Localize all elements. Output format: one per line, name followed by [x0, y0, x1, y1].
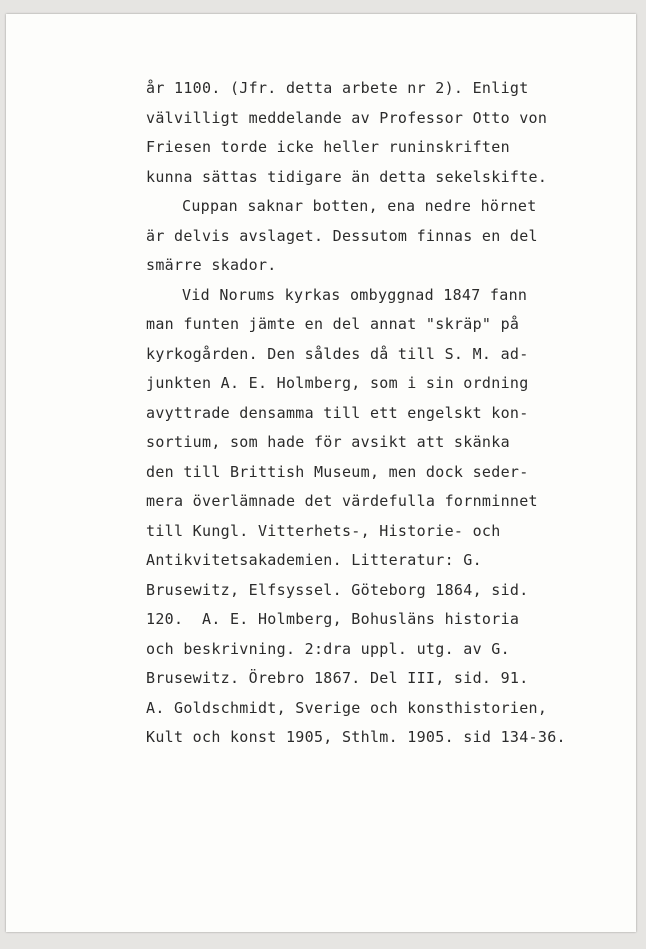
text-line: Antikvitetsakademien. Litteratur: G. — [146, 551, 482, 569]
text-line: smärre skador. — [146, 256, 277, 274]
text-line: avyttrade densamma till ett engelskt kon- — [146, 403, 529, 422]
text-line: är delvis avslaget. Dessutom finnas en del — [146, 226, 538, 245]
paragraph-condition — [146, 192, 646, 281]
text-line: man funten jämte en del annat "skräp" på — [146, 315, 520, 333]
text-line: välvilligt meddelande av Professor Otto von — [146, 108, 548, 127]
text-line: till Kungl. Vitterhets-, Historie- och — [146, 521, 501, 540]
text-line: 120. A. E. Holmberg, Bohusläns historia — [146, 610, 520, 628]
text-line: år 1100. (Jfr. detta arbete nr 2). Enligt — [146, 79, 529, 97]
text-line: Kult och konst 1905, Sthlm. 1905. sid 134-36. — [146, 728, 566, 746]
text-line: mera överlämnade det värdefulla fornminnet — [146, 492, 538, 510]
text-line: Friesen torde icke heller runinskriften — [146, 138, 510, 156]
text-line: kyrkogården. Den såldes då till S. M. ad- — [146, 344, 529, 363]
text-line: Vid Norums kyrkas ombyggnad 1847 fann — [182, 285, 528, 304]
text-line: kunna sättas tidigare än detta sekelskifte. — [146, 167, 548, 186]
text-line: Brusewitz, Elfsyssel. Göteborg 1864, sid. — [146, 580, 529, 599]
paragraph-dating — [146, 74, 646, 192]
text-line: Brusewitz. Örebro 1867. Del III, sid. 91. — [146, 669, 529, 687]
text-line: junkten A. E. Holmberg, som i sin ordning — [146, 374, 529, 392]
text-line: Cuppan saknar botten, ena nedre hörnet — [182, 197, 537, 215]
typed-text-body — [146, 74, 646, 753]
text-line: sortium, som hade för avsikt att skänka — [146, 433, 510, 451]
paper-sheet — [6, 14, 636, 932]
text-line: den till Brittish Museum, men dock seder- — [146, 462, 529, 481]
text-line: A. Goldschmidt, Sverige och konsthistorien, — [146, 698, 548, 717]
text-line: och beskrivning. 2:dra uppl. utg. av G. — [146, 639, 510, 658]
paragraph-history — [146, 281, 646, 753]
